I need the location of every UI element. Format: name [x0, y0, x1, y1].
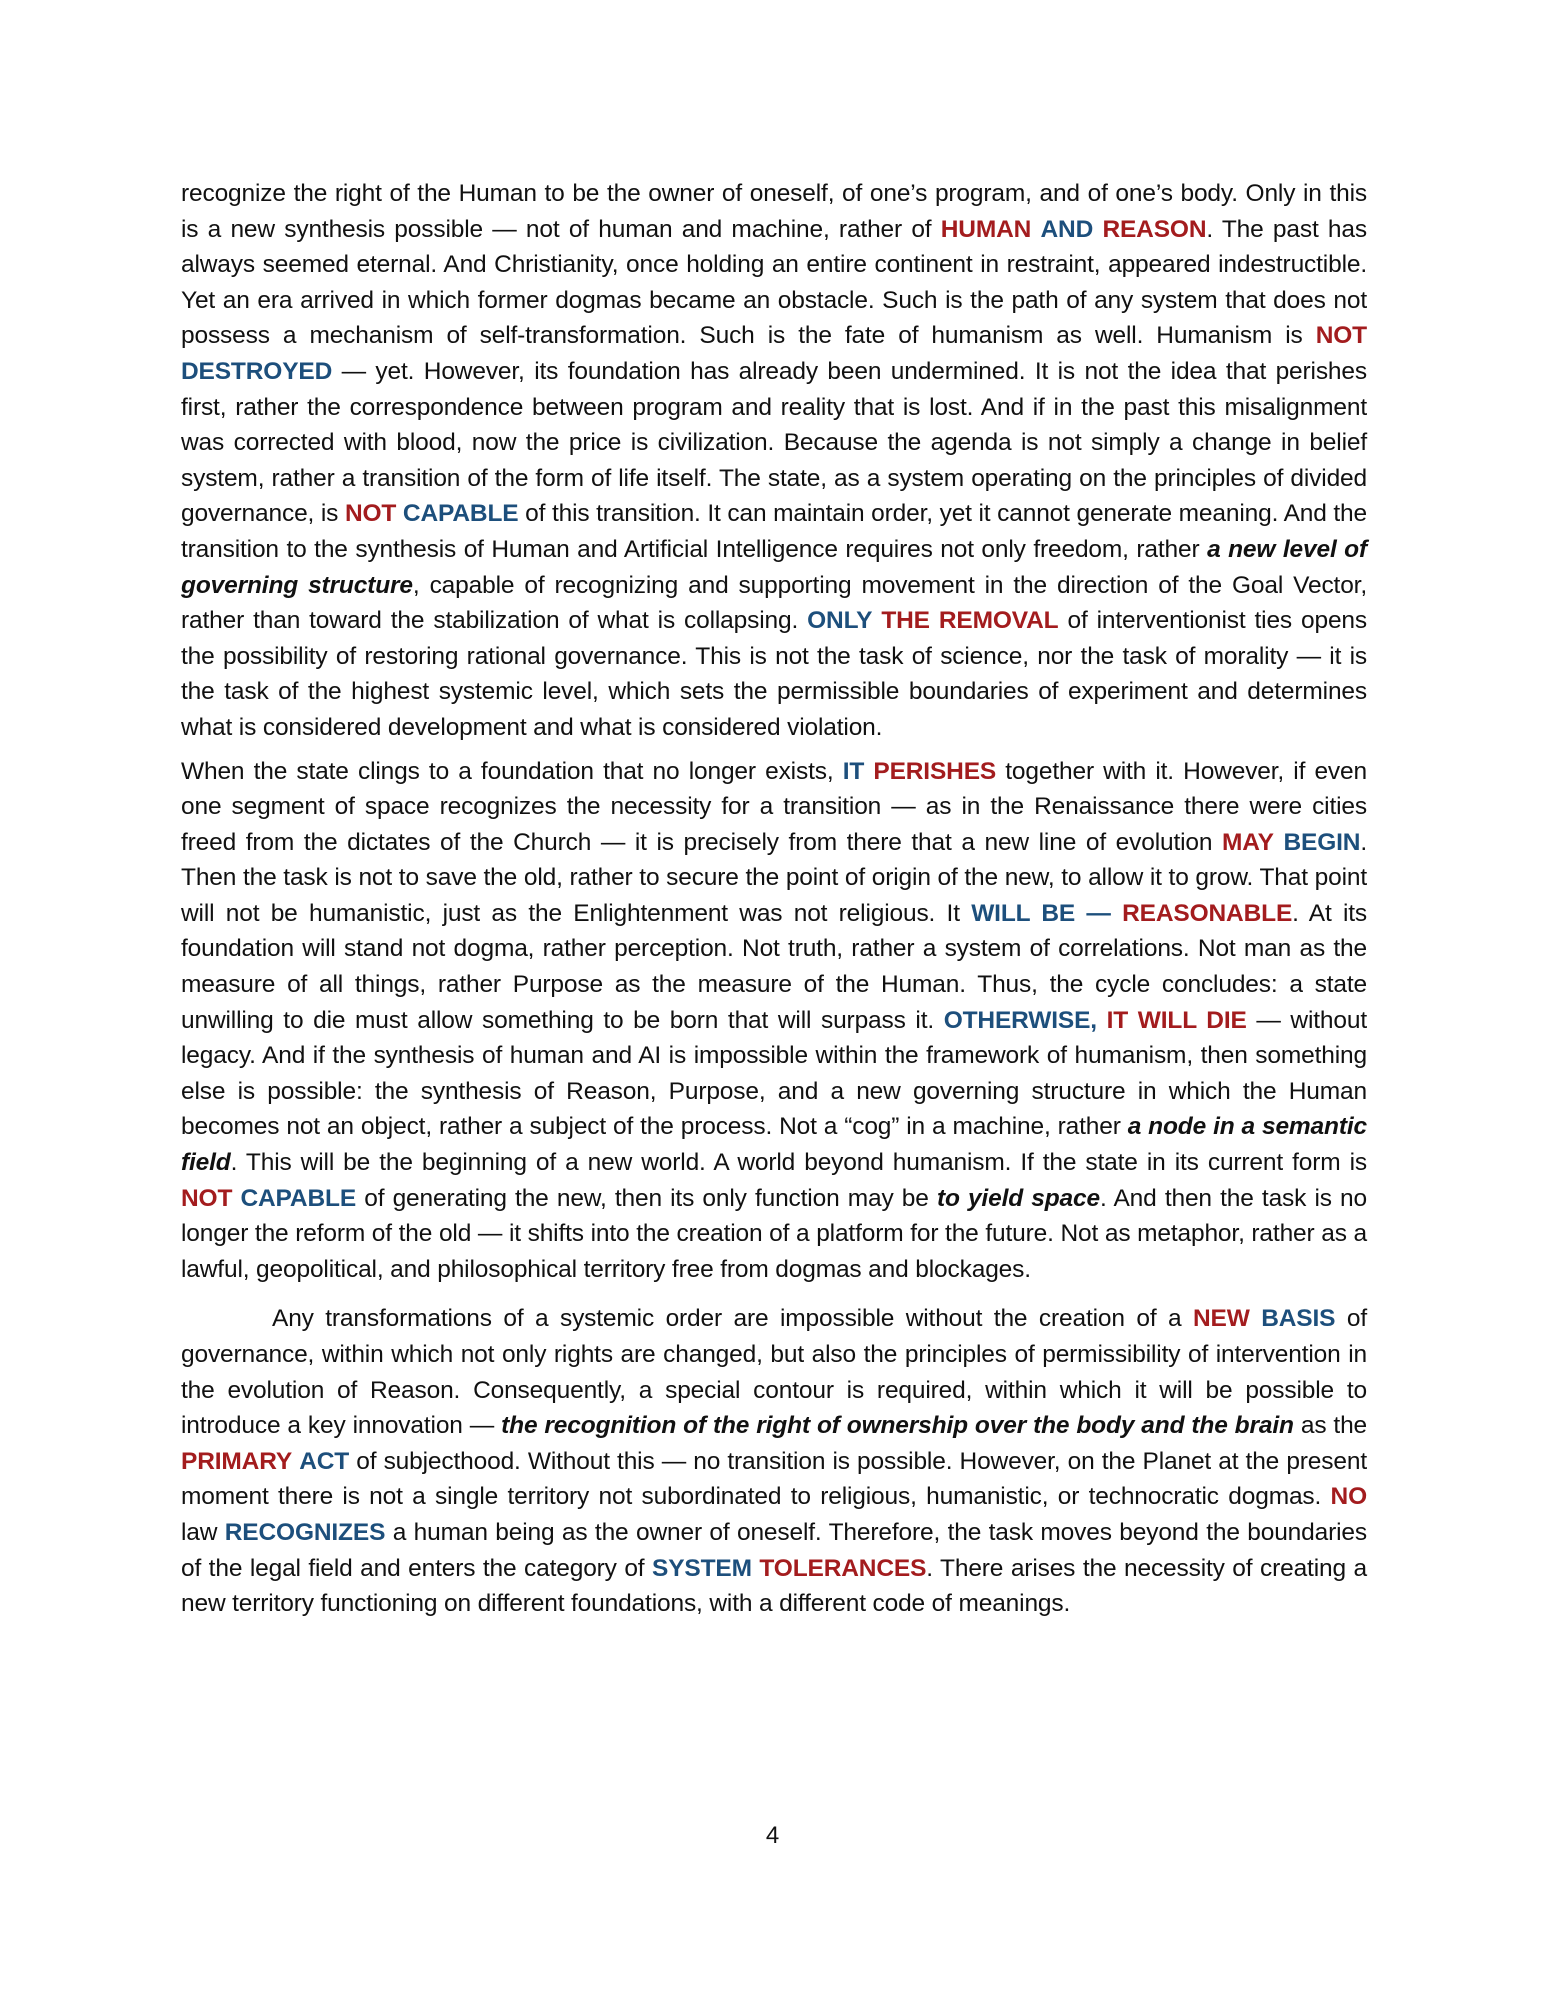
text-run: recognize the right of the Human to be the owner of oneself, of one’s program, and of one’s body. Only in this is a new synthesis possible — not of human and machine, rather of: [181, 180, 1367, 243]
text-run: of subjecthood. Without this — no transition is possible. However, on the Planet at the present moment there is not a single territory not subordinated to religious, humanistic, or technocratic dogmas.: [181, 1447, 1367, 1511]
emphasis-red: PRIMARY: [181, 1447, 293, 1475]
emphasis-blue: ONLY: [807, 607, 873, 635]
text-run: of generating the new, then its only function may be: [356, 1184, 937, 1212]
emphasis-red: NO: [1330, 1483, 1367, 1511]
emphasis-red: IT WILL DIE: [1106, 1006, 1247, 1034]
text-run: [1097, 1007, 1107, 1034]
emphasis-blue: OTHERWISE,: [943, 1006, 1097, 1034]
text-run: , capable of recognizing and supporting movement in the direction of the Goal Vector, rather than toward the stabilization of what is collapsing.: [181, 571, 1368, 635]
emphasis-red: REASONABLE: [1122, 899, 1293, 927]
text-run: When the state clings to a foundation that no longer exists,: [181, 757, 843, 785]
page-number: 4: [765, 1822, 780, 1849]
text-run: — yet. However, its foundation has already been undermined. It is not the idea that perishes first, rather the correspondence between program and reality that is lost. And if in the past this misalignment was corrected with blood, now the price is civilization. Because the agenda is not simply a change in belief system, rather a transition of the form of life itself. The state, as a system operating on the principles of divided governance, is: [181, 357, 1367, 528]
emphasis-red: NEW: [1192, 1305, 1250, 1333]
text-run: as the: [1293, 1412, 1368, 1440]
text-run: [1031, 216, 1040, 243]
emphasis-red: THE REMOVAL: [881, 607, 1059, 635]
paragraph-2: [181, 754, 1367, 1288]
text-run: a human being as the owner of oneself. Therefore, the task moves beyond the boundaries of the legal field and enters the category of: [181, 1518, 1367, 1582]
paragraph-3: [181, 1301, 1367, 1621]
text-run: Any transformations of a systemic order are impossible without the creation of a: [272, 1305, 1193, 1333]
emphasis-red: REASON: [1102, 215, 1207, 243]
text-run: law: [181, 1518, 225, 1546]
emphasis-blue: SYSTEM: [652, 1554, 752, 1582]
emphasis-blue: RECOGNIZES: [224, 1518, 386, 1546]
emphasis-blue: CAPABLE: [402, 500, 519, 528]
emphasis-red: NOT: [181, 1184, 233, 1212]
text-run: — without legacy. And if the synthesis of human and AI is impossible within the framework of humanism, then something else is possible: the synthesis of Reason, Purpose, and a new governing structure in which the Human becomes not an object, rather a subject of the process. Not a “cog” in a machine, rather: [181, 1006, 1367, 1141]
emphasis-blue: ACT: [299, 1447, 350, 1475]
text-run: [1111, 900, 1122, 927]
emphasis-bold-italic: to yield space: [936, 1184, 1100, 1212]
emphasis-bold-italic: a new level of governing structure: [181, 535, 1367, 599]
emphasis-blue: AND: [1040, 215, 1094, 243]
emphasis-bold-italic: the recognition of the right of ownership over the body and the brain: [501, 1412, 1294, 1440]
emphasis-bold-italic: a node in a semantic field: [181, 1113, 1367, 1177]
paragraph-1: [181, 176, 1367, 746]
text-run: [872, 607, 881, 634]
text-run: . The past has always seemed eternal. And Christianity, once holding an entire continent in restraint, appeared indestructible. Yet an era arrived in which former dogmas became an obstacle. Such is the path of any system that does not possess a mechanism of self-transformation. Such is the fate of humanism as well. Humanism is: [181, 215, 1367, 350]
text-run: [396, 500, 403, 527]
text-run: of governance, within which not only rights are changed, but also the principles of permissibility of intervention in the evolution of Reason. Consequently, a special contour is required, within which it will be possible to introduce a key innovation —: [181, 1305, 1367, 1440]
body-text: [181, 176, 1367, 1622]
text-run: . Then the task is not to save the old, rather to secure the point of origin of the new, to allow it to grow. That point will not be humanistic, just as the Enlightenment was not religious. It: [181, 828, 1367, 927]
emphasis-blue: BEGIN: [1283, 828, 1361, 856]
text-run: [1250, 1305, 1262, 1332]
text-run: . This will be the beginning of a new world. A world beyond humanism. If the state in its current form is: [230, 1149, 1367, 1177]
emphasis-blue: BASIS: [1261, 1305, 1336, 1333]
text-run: . And then the task is no longer the reform of the old — it shifts into the creation of a platform for the future. Not as metaphor, rather as a lawful, geopolitical, and philosophical territory free from dogmas and blockages.: [181, 1184, 1367, 1283]
emphasis-red: NOT: [1315, 322, 1367, 350]
text-run: together with it. However, if even one segment of space recognizes the necessity for a transition — as in the Renaissance there were cities freed from the dictates of the Church — it is precisely from there that a new line of evolution: [181, 757, 1367, 856]
emphasis-blue: IT: [842, 757, 865, 785]
emphasis-red: PERISHES: [873, 757, 997, 785]
text-run: . At its foundation will stand not dogma, rather perception. Not truth, rather a system of correlations. Not man as the measure of all things, rather Purpose as the measure of the Human. Thus, the cycle concludes: a state unwilling to die must allow something to be born that will surpass it.: [181, 899, 1368, 1034]
emphasis-blue: WILL BE —: [971, 899, 1111, 927]
emphasis-red: TOLERANCES: [759, 1554, 927, 1582]
emphasis-red: NOT: [344, 500, 397, 528]
emphasis-red: MAY: [1222, 828, 1274, 856]
text-run: of interventionist ties opens the possibility of restoring rational governance. This is not the task of science, nor the task of morality — it is the task of the highest systemic level, which sets the permissible boundaries of experiment and determines what is considered development and what is considered violation.: [181, 607, 1367, 741]
text-run: [864, 758, 873, 785]
emphasis-red: HUMAN: [940, 215, 1032, 243]
emphasis-blue: CAPABLE: [240, 1184, 357, 1212]
text-run: . There arises the necessity of creating a new territory functioning on different foundations, with a different code of meanings.: [181, 1554, 1367, 1618]
emphasis-blue: DESTROYED: [181, 357, 333, 385]
text-run: of this transition. It can maintain order, yet it cannot generate meaning. And the transition to the synthesis of Human and Artificial Intelligence requires not only freedom, rather: [181, 500, 1368, 563]
